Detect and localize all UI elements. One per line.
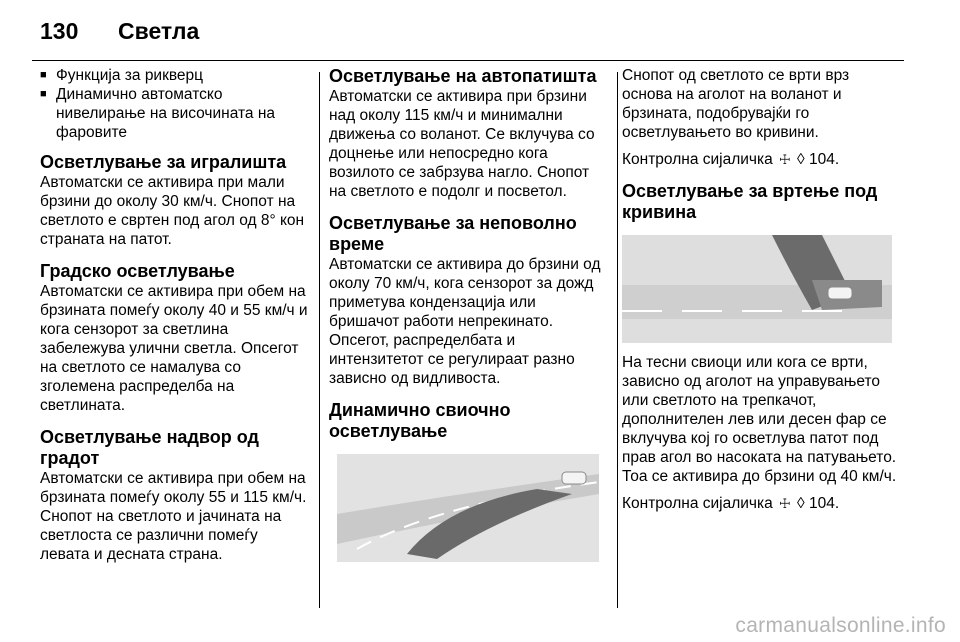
page-title: Светла bbox=[118, 18, 200, 44]
reference-page: 104. bbox=[809, 151, 840, 168]
reference-arrow-icon: ◊ bbox=[797, 495, 805, 512]
section-text: Автоматски се активира до брзини од околу 70 км/ч, кога сензорот за дожд приметува кондензација или бришачот работи непрекинато. Опсегот, распределбата и интензитетот се регулираат разно зависно од видливоста. bbox=[329, 256, 601, 387]
section-heading: Динамично свиочно осветлување bbox=[329, 400, 511, 441]
warning-lamp-icon: ☩ bbox=[779, 152, 791, 167]
road-curve-diagram bbox=[337, 454, 599, 562]
section-heading: Осветлување надвор од градот bbox=[40, 427, 259, 468]
section-text: Автоматски се активира при обем на брзината помеѓу околу 55 и 115 км/ч. Снопот на светлото и јачината на светлоста се различни помеѓу левата и десната страна. bbox=[40, 470, 307, 563]
section-text: Автоматски се активира при брзини над околу 115 км/ч и минимални движења со воланот. Се вклучува со доцнење или непосредно кога возилото се забрзува нагло. Снопот на светлото е подолг и посветол. bbox=[329, 88, 595, 200]
watermark: carmanualsonline.info bbox=[735, 614, 946, 637]
reference-line bbox=[622, 150, 900, 169]
list-item: ■ Динамично автоматско нивелирање на височината на фаровите bbox=[40, 85, 310, 142]
cornering-light-illustration bbox=[622, 235, 892, 343]
column-3 bbox=[622, 66, 900, 513]
column-divider-right bbox=[617, 72, 618, 608]
reference-line bbox=[622, 494, 900, 513]
column-1 bbox=[40, 66, 310, 564]
reference-arrow-icon: ◊ bbox=[797, 151, 805, 168]
curve-lighting-illustration bbox=[337, 454, 599, 562]
section-heading: Градско осветлување bbox=[40, 261, 235, 281]
feature-list bbox=[40, 66, 310, 142]
page-number: 130 bbox=[40, 18, 79, 44]
section-heading: Осветлување за неповолно време bbox=[329, 213, 577, 254]
warning-lamp-icon: ☩ bbox=[779, 496, 791, 511]
header-rule bbox=[32, 60, 904, 61]
cornering-light-diagram bbox=[622, 235, 892, 343]
list-item: ■ Функција за рикверц bbox=[40, 66, 310, 85]
reference-page: 104. bbox=[809, 495, 840, 512]
reference-label: Контролна сијаличка bbox=[622, 495, 773, 512]
section-text: Автоматски се активира при обем на брзината помеѓу околу 40 и 55 км/ч и кога сензорот за светлина забележува улични светла. Опсегот на светлото се намалува со зголемена распределба на светлината. bbox=[40, 283, 308, 414]
intro-text: Снопот од светлото се врти врз основа на аголот на воланот и брзината, подобрувајќи го осветлувањето во кривини. bbox=[622, 67, 850, 141]
section-text: На тесни свиоци или кога се врти, зависно од аголот на управувањето или светлото на трепкачот, дополнителен лев или десен фар се вклучува кој го осветлува патот под прав агол во насоката на патувањето. Тоа се активира до брзини од 40 км/ч. bbox=[622, 354, 897, 485]
section-heading: Осветлување за вртење под кривина bbox=[622, 181, 878, 222]
section-text: Автоматски се активира при мали брзини до околу 30 км/ч. Снопот на светлото е свртен под агол од 8° кон страната на патот. bbox=[40, 174, 305, 248]
column-2 bbox=[329, 66, 609, 562]
section-heading: Осветлување на автопатишта bbox=[329, 66, 597, 86]
reference-label: Контролна сијаличка bbox=[622, 151, 773, 168]
page-header bbox=[0, 0, 960, 56]
column-divider-left bbox=[319, 72, 320, 608]
section-heading: Осветлување за игралишта bbox=[40, 152, 287, 172]
